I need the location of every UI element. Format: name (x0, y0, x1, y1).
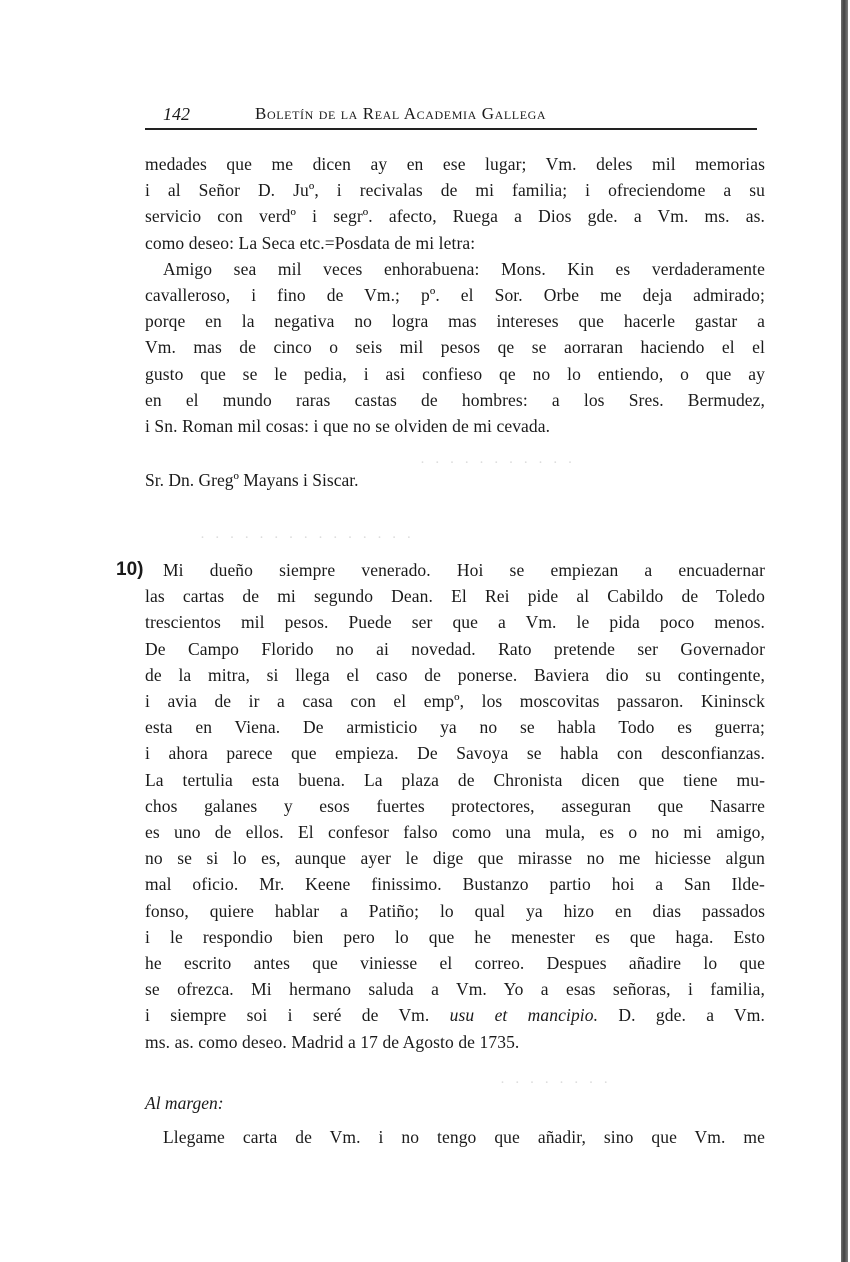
text-line: se ofrezca. Mi hermano saluda a Vm. Yo a esas señoras, i familia, (145, 979, 765, 1000)
text-line: i al Señor D. Juº, i recivalas de mi familia; i ofreciendome a su (145, 180, 765, 201)
letter-number: 10) (116, 559, 144, 580)
text-line: Amigo sea mil veces enhorabuena: Mons. Kin es verdaderamente (163, 258, 765, 279)
closing-text: i siempre soi i seré de Vm. (145, 1005, 430, 1026)
binding-edge (841, 0, 848, 1262)
text-line: de la mitra, si llega el caso de ponerse. Baviera dio su contingente, (145, 664, 765, 685)
latin-phrase: usu et mancipio. (449, 1005, 599, 1026)
text-line: i Sn. Roman mil cosas: i que no se olviden de mi cevada. (145, 416, 551, 437)
closing-line (145, 1002, 765, 1028)
running-title: Boletín de la Real Academia Gallega (255, 104, 547, 123)
text-line: es uno de ellos. El confesor falso como una mula, es o no mi amigo, (145, 822, 765, 843)
text-line: i le respondio bien pero lo que he menester es que haga. Esto (145, 926, 765, 947)
bleed-through: · · · · · · · · · · · · · · · (200, 530, 415, 546)
bleed-through: · · · · · · · · (500, 1075, 612, 1091)
text-line: porqe en la negativa no logra mas intereses que hacerle gastar a (145, 311, 765, 332)
text-line: La tertulia esta buena. La plaza de Chronista dicen que tiene mu- (145, 769, 765, 790)
addressee-signature: Sr. Dn. Gregº Mayans i Siscar. (145, 470, 359, 490)
page-number: 142 (163, 104, 190, 124)
bleed-through: · · · · · · · · · · · (420, 455, 576, 471)
text-line: en el mundo raras castas de hombres: a los Sres. Bermudez, (145, 389, 765, 410)
text-line: i ahora parece que empieza. De Savoya se habla con desconfianzas. (145, 743, 765, 764)
text-line: chos galanes y esos fuertes protectores, asseguran que Nasarre (145, 795, 765, 816)
date-line: ms. as. como deseo. Madrid a 17 de Agosto de 1735. (145, 1031, 520, 1052)
text-line: gusto que se le pedia, i asi confieso qe no lo entiendo, o que ay (145, 363, 765, 384)
text-line: fonso, quiere hablar a Patiño; lo qual ya hizo en dias passados (145, 900, 765, 921)
text-line: esta en Viena. De armisticio ya no se habla Todo es guerra; (145, 717, 765, 738)
text-line: medades que me dicen ay en ese lugar; Vm. deles mil memorias (145, 154, 765, 174)
text-line: he escrito antes que viniesse el correo. Despues añadire lo que (145, 953, 765, 974)
text-line: Llegame carta de Vm. i no tengo que añadir, sino que Vm. me (163, 1127, 765, 1147)
text-line: Mi dueño siempre venerado. Hoi se empiezan a encuadernar (163, 560, 765, 580)
text-line: cavalleroso, i fino de Vm.; pº. el Sor. Orbe me deja admirado; (145, 285, 765, 306)
text-line: mal oficio. Mr. Keene finissimo. Bustanzo partio hoi a San Ilde- (145, 874, 765, 895)
letter-ten-body (145, 557, 765, 1055)
closing-text-rest: D. gde. a Vm. (618, 1005, 765, 1026)
text-line: como deseo: La Seca etc.=Posdata de mi letra: (145, 232, 476, 253)
text-line: trescientos mil pesos. Puede ser que a Vm. le pida poco menos. (145, 612, 765, 633)
running-header (145, 104, 757, 130)
letter-continuation (145, 151, 765, 439)
margin-heading: Al margen: (145, 1093, 224, 1113)
margin-note (145, 1124, 765, 1150)
text-line: De Campo Florido no ai novedad. Rato pretende ser Governador (145, 638, 765, 659)
text-line: servicio con verdº i segrº. afecto, Ruega a Dios gde. a Vm. ms. as. (145, 206, 765, 227)
text-line: Vm. mas de cinco o seis mil pesos qe se aorraran haciendo el el (145, 337, 765, 358)
text-line: i avia de ir a casa con el empº, los moscovitas passaron. Kininsck (145, 691, 765, 712)
text-line: las cartas de mi segundo Dean. El Rei pide al Cabildo de Toledo (145, 586, 765, 607)
text-line: no se si lo es, aunque ayer le dige que mirasse no me hiciesse algun (145, 848, 765, 869)
